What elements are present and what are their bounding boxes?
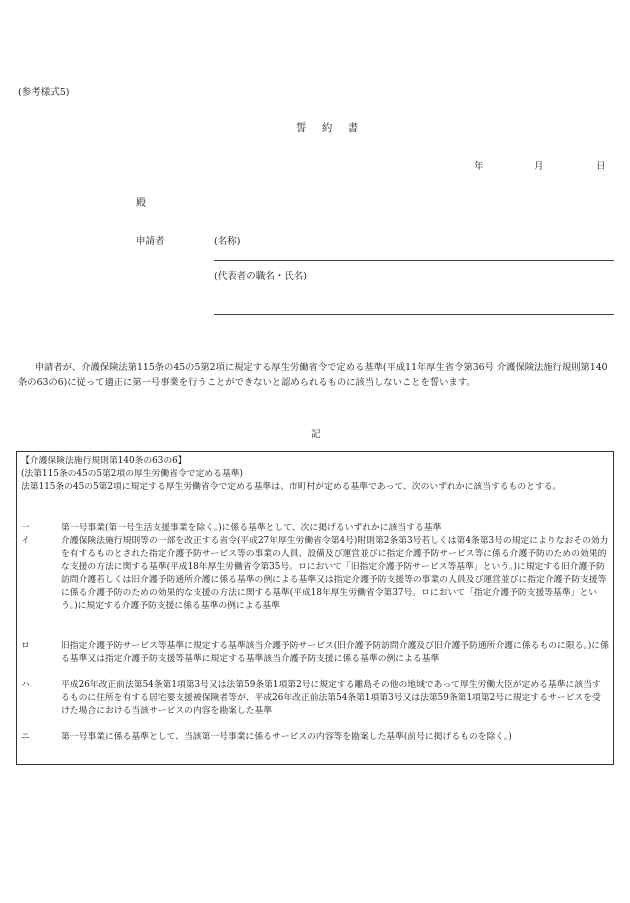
reference-form-label: (参考様式5) — [18, 87, 70, 98]
oath-statement: 申請者が、介護保険法第115条の45の5第2項に規定する厚生労働省令で定める基準(平成11年厚生省令第36号 介護保険法施行規則第140条の63の6)に従って適正に第一号事業を行うことができないと認められるものに該当しないことを誓います。 — [18, 362, 608, 388]
list-item-mark: ハ — [21, 680, 30, 690]
list-item-text: 平成26年改正前法第54条第1項第3号又は法第59条第1項第2号に規定する離島その他の地域であって厚生労働大臣が定める基準に該当するものに住所を有する居宅要支援被保険者等が、平成26年改正前法第54条第1項第3号又は法第59条第1項第2号に規定するサービスを受けた場合における当該サービスの内容を勘案した基準 — [61, 680, 601, 716]
regulation-box — [16, 451, 614, 765]
page-title: 誓 約 書 — [296, 122, 365, 134]
list-item-mark: イ — [21, 536, 30, 546]
regulation-content — [21, 455, 609, 742]
applicant-name-label: (名称) — [214, 236, 241, 247]
date-day-label: 日 — [596, 161, 606, 172]
list-item-text: 第一号事業(第一号生活支援事業を除く。)に係る基準として、次に掲げるいずれかに該当する基準 — [61, 523, 442, 533]
representative-line — [214, 314, 614, 315]
representative-label: (代表者の職名・氏名) — [214, 271, 307, 282]
regulation-subheading: (法第115条の45の5第2項の厚生労働省令で定める基準) — [21, 469, 243, 479]
date-month-label: 月 — [534, 161, 544, 172]
applicant-name-line — [214, 260, 614, 261]
list-item-text: 介護保険法施行規則等の一部を改正する省令(平成27年厚生労働省令第4号)附則第2条第3号若しくは第4条第3号の規定によりなおその効力を有するものとされた指定介護予防サービス等の事業の人員、設備及び運営並びに指定介護予防サービス等に係る介護予防のための効果的な支援の方法に関する基準(平成18年厚生労働省令第35号。ロにおいて「旧指定介護予防サービス等基準」という。)に規定する旧介護予防訪問介護若しくは旧介護予防通所介護に係る基準の例による基準又は指定介護予防支援等の事業の人員及び運営並びに指定介護予防支援等に係る介護予防のための効果的な支援の方法に関する基準(平成18年厚生労働省令第37号。ロにおいて「指定介護予防支援等基準」という。)に規定する介護予防支援に係る基準の例による基準 — [61, 536, 609, 611]
list-item-text: 旧指定介護予防サービス等基準に規定する基準該当介護予防サービス(旧介護予防訪問介護及び旧介護予防通所介護に係るものに限る。)に係る基準又は指定介護予防支援等基準に規定する基準該当介護予防支援に係る基準の例による基準 — [61, 641, 609, 664]
applicant-label: 申請者 — [136, 236, 165, 247]
addressee-honorific: 殿 — [136, 198, 146, 209]
list-item-mark: ニ — [21, 732, 30, 742]
ki-marker: 記 — [311, 429, 321, 440]
regulation-heading: 【介護保険法施行規則第140条の63の6】 — [21, 456, 187, 466]
list-item-mark: ロ — [21, 641, 30, 651]
date-year-label: 年 — [474, 161, 484, 172]
list-item-text: 第一号事業に係る基準として、当該第一号事業に係るサービスの内容等を勘案した基準(前号に掲げるものを除く。) — [61, 732, 512, 742]
list-item-mark: 一 — [21, 523, 30, 533]
regulation-intro: 法第115条の45の5第2項に規定する厚生労働省令で定める基準は、市町村が定める基準であって、次のいずれかに該当するものとする。 — [21, 482, 562, 492]
